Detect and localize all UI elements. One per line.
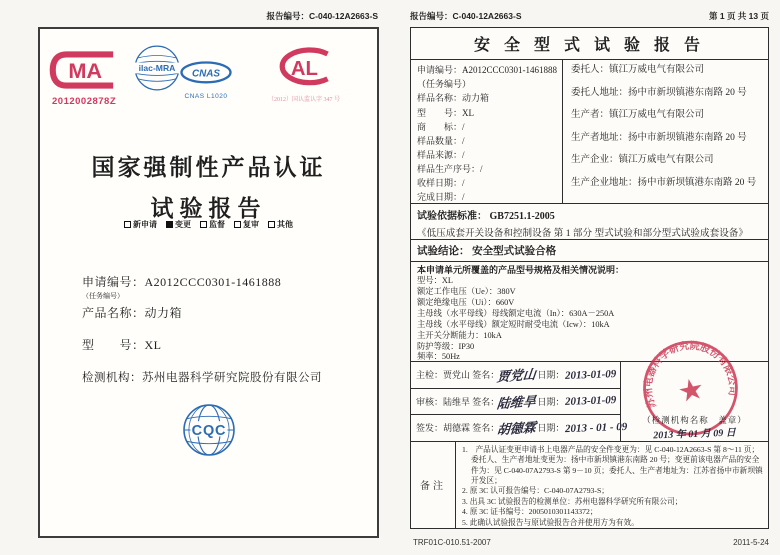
- checkbox-label: 变更: [175, 220, 191, 229]
- cqc-logo-icon: [40, 401, 377, 464]
- cnas-logo-icon: [178, 59, 234, 100]
- field-value: XL: [144, 338, 162, 352]
- field-label: 产品名称：: [82, 306, 145, 320]
- coverage-line: 主母线（水平母线）母线额定电流（In）：630A－250A: [417, 308, 615, 318]
- coverage-line: 额定工作电压（Ue）：380V: [417, 287, 516, 297]
- checkbox-review: [234, 219, 259, 230]
- task-number-label: （任务编号）: [82, 292, 124, 300]
- checkbox-label: 新申请: [133, 220, 157, 229]
- role-label: 审核：: [416, 396, 444, 407]
- standard-title: 《低压成套开关设备和控制设备 第 1 部分 型式试验和部分型式试验成套设备》: [417, 228, 748, 240]
- person-name: 陆维旱: [443, 396, 471, 407]
- al-caption: （2012）国认监认字 347 号: [268, 97, 341, 103]
- info-line: 型 号：XL: [417, 107, 474, 118]
- date-label: 日期：: [537, 370, 565, 381]
- coverage-line: 主开关分断能力：10kA: [417, 330, 502, 340]
- checkbox-icon: [200, 221, 207, 228]
- svg-text:★: ★: [674, 371, 708, 410]
- sign-label: 签名：: [472, 423, 500, 434]
- test-conclusion: 试验结论： 安全型式试验合格: [411, 240, 768, 262]
- client-info-column: [563, 60, 768, 203]
- coverage-line: 额定绝缘电压（Ui）：660V: [417, 297, 515, 307]
- field-value: A2012CCC0301-1461888: [144, 275, 282, 289]
- info-line: 样品名称：动力箱: [417, 93, 490, 104]
- handwritten-date: 2013 - 01 - 09: [565, 420, 628, 436]
- info-line: 生产企业：镇江万威电气有限公司: [571, 155, 714, 166]
- svg-text:CQC: CQC: [191, 422, 226, 439]
- cover-fields: [82, 273, 352, 385]
- remarks-section: [411, 442, 768, 528]
- field-label: 型 号：: [82, 338, 145, 352]
- left-report-number: 报告编号：C-040-12A2663-S: [266, 11, 378, 21]
- checkbox-icon: [124, 221, 131, 228]
- checkbox-icon: [234, 221, 241, 228]
- signature-row-inspector: [411, 362, 620, 389]
- application-number-field: [82, 273, 352, 290]
- stamp-cell: [621, 340, 768, 442]
- remark-item: 5. 此确认试验报告与原试验报告合并使用方为有效。: [462, 517, 639, 527]
- svg-text:CNAS: CNAS: [191, 68, 221, 80]
- checkbox-icon: [166, 221, 173, 228]
- info-table: [411, 60, 768, 204]
- al-logo-icon: [268, 45, 340, 103]
- sample-info-column: [411, 60, 563, 203]
- remarks-body: [456, 442, 768, 528]
- model-field: [82, 336, 352, 353]
- cma-logo-icon: [48, 47, 124, 107]
- field-label: 申请编号：: [82, 275, 145, 289]
- checkbox-label: 监督: [209, 220, 225, 229]
- handwritten-signature: 胡德霖: [496, 420, 537, 438]
- remark-item: 1. 产品认证变更申请书上电器产品的安全件变更为：见 C-040-12A2663-S 第 8～11 页；委托人、生产者地址变更为：扬中市新坝镇港东南路 20 号；变更前该电器产品的安全件为：见 C-040-07A2793-S 第 9－10 页；委托人、生产者地址为：江苏省扬中市新坝镇开发区；: [462, 444, 763, 485]
- handwritten-signature: 陆维旱: [496, 393, 537, 412]
- accreditation-logos: [40, 43, 377, 123]
- handwritten-date: 2013-01-09: [565, 394, 617, 409]
- form-number-footer: TRF01C-010.51-2007: [413, 538, 491, 547]
- form-date-footer: 2011-5-24: [733, 538, 769, 547]
- ilac-mra-logo-icon: [132, 43, 182, 98]
- cover-title-line1: 国家强制性产品认证: [91, 155, 326, 180]
- svg-text:苏州电器科学研究院股份有限公司: 苏州电器科学研究院股份有限公司: [643, 340, 738, 410]
- checkbox-label: 复审: [243, 220, 259, 229]
- remark-item: 4. 原 3C 证书编号：2005010301143372；: [462, 507, 598, 517]
- date-label: 日期：: [537, 423, 565, 434]
- person-name: 胡德霖: [443, 423, 471, 434]
- stamp-caption: （检测机构名称 盖章）: [642, 414, 747, 425]
- product-name-field: [82, 304, 352, 321]
- coverage-title: 本申请单元所覆盖的产品型号规格及相关情况说明：: [417, 265, 625, 276]
- sign-label: 签名：: [472, 396, 500, 407]
- info-line: 生产企业地址：扬中市新坝镇港东南路 20 号: [571, 177, 757, 188]
- handwritten-date: 2013-01-09: [565, 367, 617, 382]
- info-line: 商 标：/: [417, 121, 465, 132]
- test-agency-field: [82, 369, 352, 385]
- remarks-label: 备注: [411, 442, 456, 528]
- info-line: 申请编号：A2012CCC0301-1461888: [417, 65, 558, 76]
- checkbox-new-application: [124, 219, 157, 230]
- field-value: 动力箱: [144, 306, 183, 320]
- cover-page: [38, 27, 379, 538]
- checkbox-change: [166, 219, 191, 230]
- info-line: 样品来源：/: [417, 149, 465, 160]
- cma-number: 2012002878Z: [52, 96, 117, 107]
- sign-label: 签名：: [472, 370, 500, 381]
- field-value: 苏州电器科学研究院股份有限公司: [142, 372, 322, 384]
- handwritten-signature: 贾党山: [496, 366, 537, 385]
- report-type-checkboxes: [40, 219, 377, 230]
- signature-row-issuer: [411, 415, 628, 441]
- right-report-number: 报告编号：C-040-12A2663-S: [410, 11, 522, 21]
- info-line: 收样日期：/: [417, 178, 465, 189]
- svg-text:MA: MA: [68, 58, 103, 84]
- coverage-line: 防护等级：IP30: [417, 341, 475, 351]
- coverage-line: 频率：50Hz: [417, 352, 460, 362]
- checkbox-other: [268, 219, 293, 230]
- checkbox-label: 其他: [277, 220, 293, 229]
- svg-text:ilac-MRA: ilac-MRA: [138, 63, 176, 74]
- info-line: 生产者：镇江万威电气有限公司: [571, 110, 705, 121]
- test-standard-section: [411, 204, 768, 240]
- field-label: 检测机构：: [82, 372, 142, 384]
- svg-text:AL: AL: [290, 57, 318, 80]
- report-title: 安 全 型 式 试 验 报 告: [411, 28, 768, 60]
- person-name: 贾党山: [443, 370, 471, 381]
- cover-title: [40, 149, 377, 223]
- checkbox-icon: [268, 221, 275, 228]
- role-label: 主检：: [416, 370, 444, 381]
- stamp-date: 2013 年 01 月 09 日: [653, 427, 736, 442]
- info-line: 完成日期：/: [417, 192, 465, 203]
- coverage-line: 型号：XL: [417, 276, 453, 286]
- report-page-1: [410, 27, 769, 529]
- page-number: 第 1 页 共 13 页: [709, 11, 769, 21]
- role-label: 签发：: [416, 423, 444, 434]
- signature-row-reviewer: [411, 389, 620, 416]
- coverage-line: 主母线（水平母线）额定短时耐受电流（Icw）：10kA: [417, 319, 610, 329]
- info-line: 生产者地址：扬中市新坝镇港东南路 20 号: [571, 132, 747, 143]
- checkbox-supervision: [200, 219, 225, 230]
- remark-item: 2. 原 3C 认可报告编号：C-040-07A2793-S；: [462, 486, 609, 496]
- info-line: 委托人：镇江万威电气有限公司: [571, 65, 705, 76]
- signature-rows: [411, 362, 628, 441]
- cnas-number: CNAS L1020: [184, 93, 228, 100]
- standard-number: 试验依据标准： GB7251.1-2005: [417, 211, 555, 223]
- info-line: 委托人地址：扬中市新坝镇港东南路 20 号: [571, 87, 747, 98]
- cover-title-line2: 试验报告: [150, 196, 267, 221]
- info-line: 样品生产序号：/: [417, 163, 483, 174]
- info-line: （任务编号）: [417, 79, 472, 90]
- remark-item: 3. 出具 3C 试验报告的检测单位：苏州电器科学研究所有限公司；: [462, 496, 683, 506]
- date-label: 日期：: [537, 396, 565, 407]
- info-line: 样品数量：/: [417, 135, 465, 146]
